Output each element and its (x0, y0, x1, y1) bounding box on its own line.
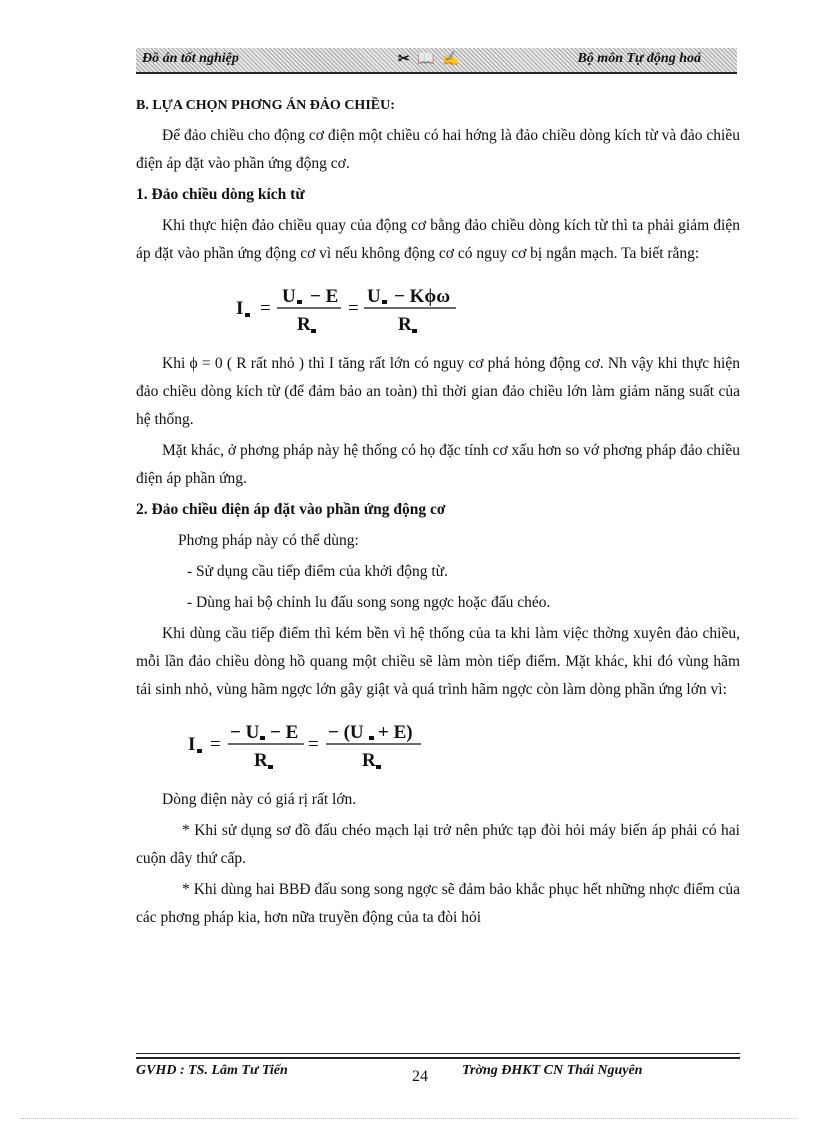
paragraph-2: Khi ϕ = 0 ( R rất nhỏ ) thì I tăng rất lớn có nguy cơ phá hỏng động cơ. Nh vậy khi thực hiện đảo chiều dòng kích từ (để đảm bảo an toàn) thì thời gian đảo chiều lớn làm giảm năng suất của hệ thống. (136, 355, 740, 428)
paragraph-6: Dòng điện này có giá rị rất lớn. (162, 791, 357, 808)
formula-1-eq2: = (348, 298, 359, 319)
bullet-1: - Sử dụng cầu tiếp điểm của khởi động từ. (187, 563, 448, 580)
formula-1-num1-rest: − E (310, 286, 339, 307)
formula-2-num1-a: − U (230, 722, 260, 743)
formula-1 (136, 272, 740, 342)
paragraph-1: Khi thực hiện đảo chiều quay của động cơ bằng đảo chiều dòng kích từ thì ta phải giảm điện áp đặt vào phần ứng động cơ vì nếu không động cơ có nguy cơ bị ngắn mạch. Ta biết rằng: (136, 217, 740, 262)
formula-1-num2-rest: − Kϕω (394, 286, 451, 307)
formula-2-num1-sub (260, 736, 265, 740)
header-right: Bộ môn Tự động hoá (577, 51, 701, 66)
formula-2-num2-b: + E) (378, 722, 413, 743)
paragraph-3: Mặt khác, ở phơng pháp này hệ thống có họ đặc tính cơ xấu hơn so vớ phơng pháp đảo chiều điện áp phần ứng. (136, 442, 740, 487)
formula-1-num1-sub (297, 300, 302, 304)
formula-1-lhs-sub (245, 313, 250, 317)
formula-2-den1: R (254, 750, 268, 771)
formula-2 (136, 708, 740, 778)
page-number: 24 (412, 1068, 428, 1085)
formula-2-eq1: = (210, 734, 221, 755)
formula-2-den2-sub (376, 765, 381, 769)
footer-rule-top (136, 1053, 740, 1054)
formula-1-den1-sub (311, 329, 316, 333)
formula-2-lhs-sub (197, 749, 202, 753)
formula-2-eq2: = (308, 734, 319, 755)
formula-1-lhs: I (236, 298, 244, 319)
footer-right: Trờng ĐHKT CN Thái Nguyên (462, 1063, 643, 1078)
formula-2-num2-sub (369, 736, 374, 740)
formula-1-den1: R (297, 314, 311, 335)
intro-paragraph: Để đảo chiều cho động cơ điện một chiều có hai hớng là đảo chiều dòng kích từ và đảo chiều điện áp đặt vào phần ứng động cơ. (136, 127, 740, 172)
heading-2: 2. Đảo chiều điện áp đặt vào phần ứng động cơ (136, 501, 446, 518)
formula-1-den2: R (398, 314, 412, 335)
formula-2-den2: R (362, 750, 376, 771)
formula-1-num2-sub (382, 300, 387, 304)
page-body (136, 92, 740, 935)
footer-left: GVHD : TS. Lâm Tư Tiến (136, 1063, 288, 1078)
paragraph-7: * Khi sử dụng sơ đồ đấu chéo mạch lại trở nên phức tạp đòi hỏi máy biến áp phải có hai cuộn dây thứ cấp. (136, 822, 740, 867)
header-ornament: ✂ 📖 ✍ (398, 52, 462, 67)
header-left: Đồ án tốt nghiệp (142, 51, 239, 66)
heading-1: 1. Đảo chiều dòng kích từ (136, 186, 305, 203)
formula-2-lhs: I (188, 734, 196, 755)
formula-1-num1: U (282, 286, 296, 307)
formula-2-num2-a: − (U (328, 722, 364, 743)
formula-1-num2: U (367, 286, 381, 307)
formula-2-den1-sub (268, 765, 273, 769)
paragraph-5: Khi dùng cầu tiếp điểm thì kém bền vì hệ thống của ta khi làm việc thờng xuyên đảo chiều, mỗi lần đảo chiều dòng hồ quang một chiều sẽ làm mòn tiếp điểm. Mặt khác, khi đó vùng hãm tái sinh nhỏ, vùng hãm ngợc lớn gây giật và quá trình hãm ngợc còn làm dòng phần ứng lớn vì: (136, 625, 740, 698)
page-edge (20, 1118, 796, 1119)
formula-2-num1-b: − E (270, 722, 299, 743)
bullet-2: - Dùng hai bộ chỉnh lu đấu song song ngợc hoặc đấu chéo. (187, 594, 551, 611)
section-title: B. LỰA CHỌN PHƠNG ÁN ĐẢO CHIỀU: (136, 98, 395, 113)
formula-2-svg (136, 708, 740, 778)
paragraph-8: * Khi dùng hai BBĐ đấu song song ngợc sẽ đảm bảo khắc phục hết những nhợc điểm của các phơng pháp kia, hơn nữa truyền động của ta đòi hỏi (136, 881, 740, 926)
footer-rule-bottom (136, 1057, 740, 1059)
page-header (136, 48, 737, 74)
formula-1-den2-sub (412, 329, 417, 333)
paragraph-4: Phơng pháp này có thể dùng: (178, 532, 359, 549)
formula-1-svg (136, 272, 740, 342)
formula-1-eq1: = (260, 298, 271, 319)
